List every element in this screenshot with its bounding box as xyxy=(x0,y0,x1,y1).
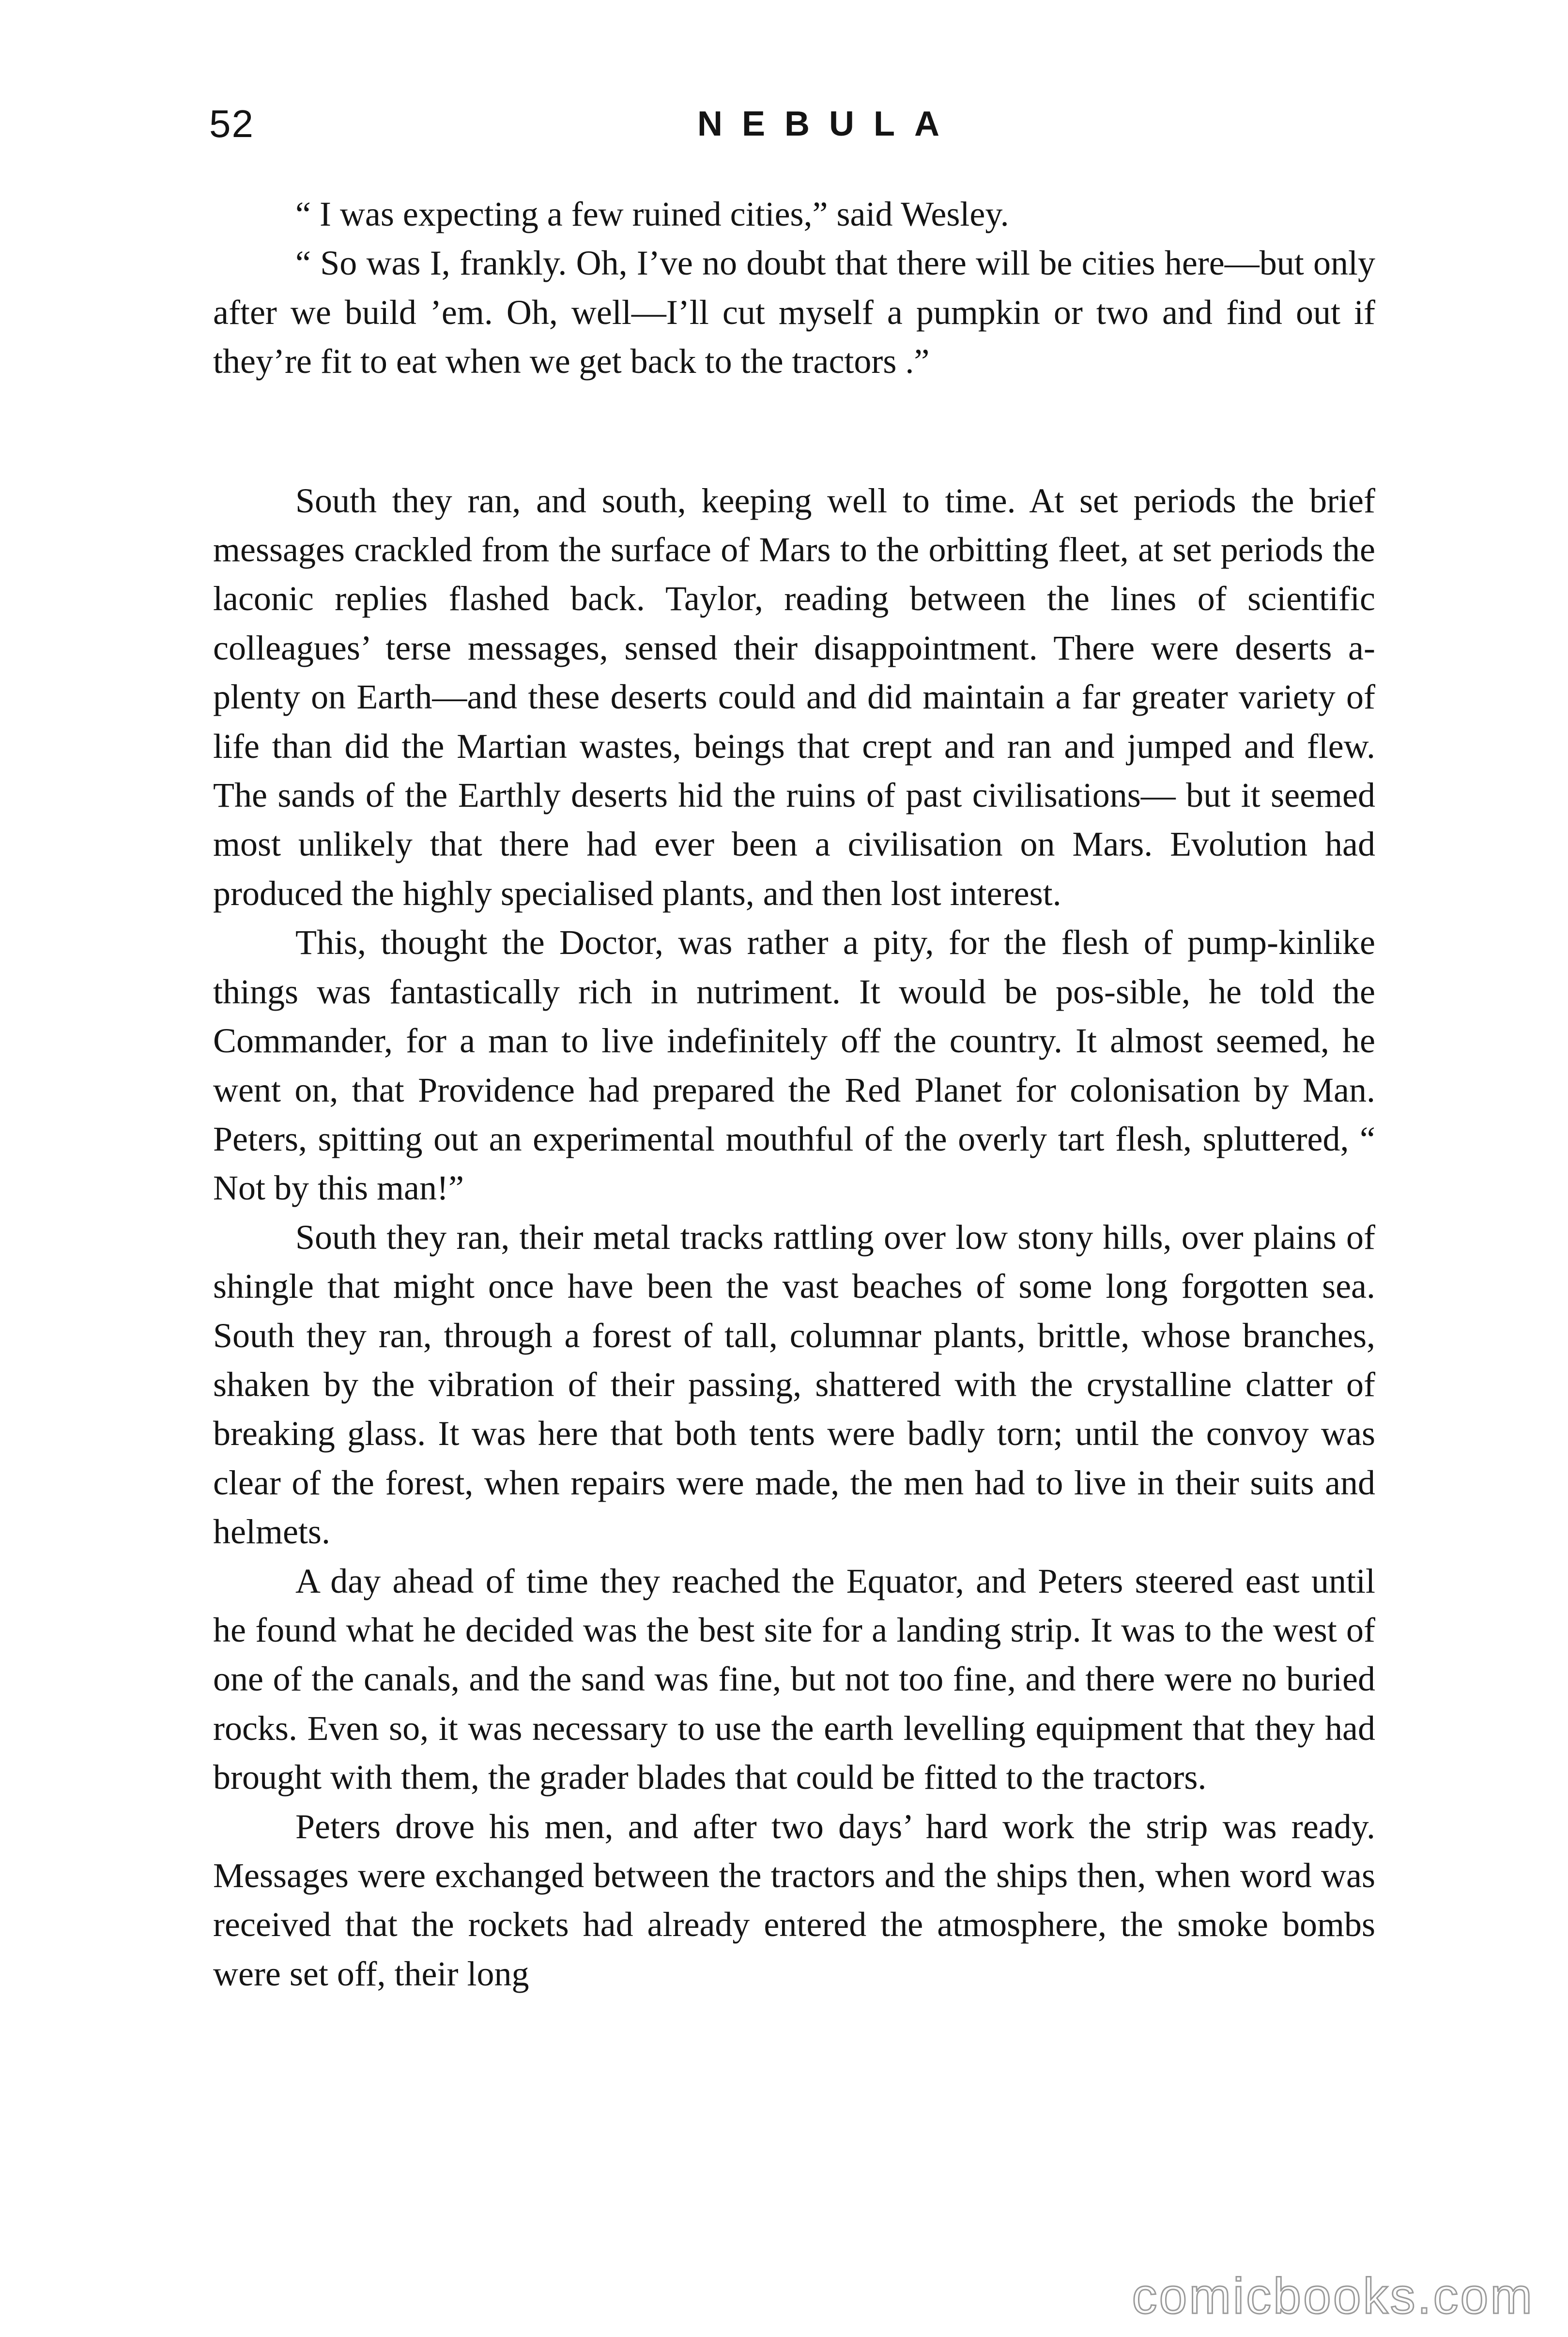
paragraph-5: South they ran, their metal tracks rattling over low stony hills, over plains of shingle that might once have been the vast beaches of some long forgotten sea. South they ran, through a forest of tall, columnar plants, brittle, whose branches, shaken by the vibration of their passing, shattered with the crystalline clatter of breaking glass. It was here that both tents were badly torn; until the convoy was clear of the forest, when repairs were made, the men had to live in their suits and helmets. xyxy=(213,1217,1375,1552)
paragraph-4: This, thought the Doctor, was rather a pity, for the flesh of pump-kinlike things was fantastically rich in nutriment. It would be pos-sible, he told the Commander, for a man to live indefinitely off the country. It almost seemed, he went on, that Providence had prepared the Red Planet for colonisation by Man. Peters, spitting out an experimental mouthful of the overly tart flesh, spluttered, “ Not by this man!” xyxy=(213,923,1375,1208)
paragraph-6: A day ahead of time they reached the Equator, and Peters steered east until he found what he decided was the best site for a landing strip. It was to the west of one of the canals, and the sand was fine, but not too fine, and there were no buried rocks. Even so, it was necessary to use the earth levelling equipment that they had brought with them, the grader blades that could be fitted to the tractors. xyxy=(213,1561,1375,1797)
paragraph-2: “ So was I, frankly. Oh, I’ve no doubt that there will be cities here—but only after we build ’em. Oh, well—I’ll cut myself a pumpkin or two and find out if they’re fit to eat when we get back to the tractors .” xyxy=(213,244,1375,381)
page-number: 52 xyxy=(209,102,254,145)
paragraph-3: South they ran, and south, keeping well to time. At set periods the brief messages crackled from the surface of Mars to the orbitting fleet, at set periods the laconic replies flashed back. Taylor, reading between the lines of scientific colleagues’ terse messages, sensed their disappointment. There were deserts a-plenty on Earth—and these deserts could and did maintain a far greater variety of life than did the Martian wastes, beings that crept and ran and jumped and flew. The sands of the Earthly deserts hid the ruins of past civilisations— but it seemed most unlikely that there had ever been a civilisation on Mars. Evolution had produced the highly specialised plants, and then lost interest. xyxy=(213,481,1375,913)
section-break xyxy=(213,386,1375,477)
watermark: comicbooks.com xyxy=(1132,2268,1534,2324)
paragraph-1: “ I was expecting a few ruined cities,” said Wesley. xyxy=(295,195,1009,233)
running-head: NEBULA xyxy=(697,105,959,143)
body-text xyxy=(213,190,1375,1999)
paragraph-7: Peters drove his men, and after two days’ hard work the strip was ready. Messages were exchanged between the tractors and the ships then, when word was received that the rockets had already entered the atmosphere, the smoke bombs were set off, their long xyxy=(213,1807,1375,1993)
